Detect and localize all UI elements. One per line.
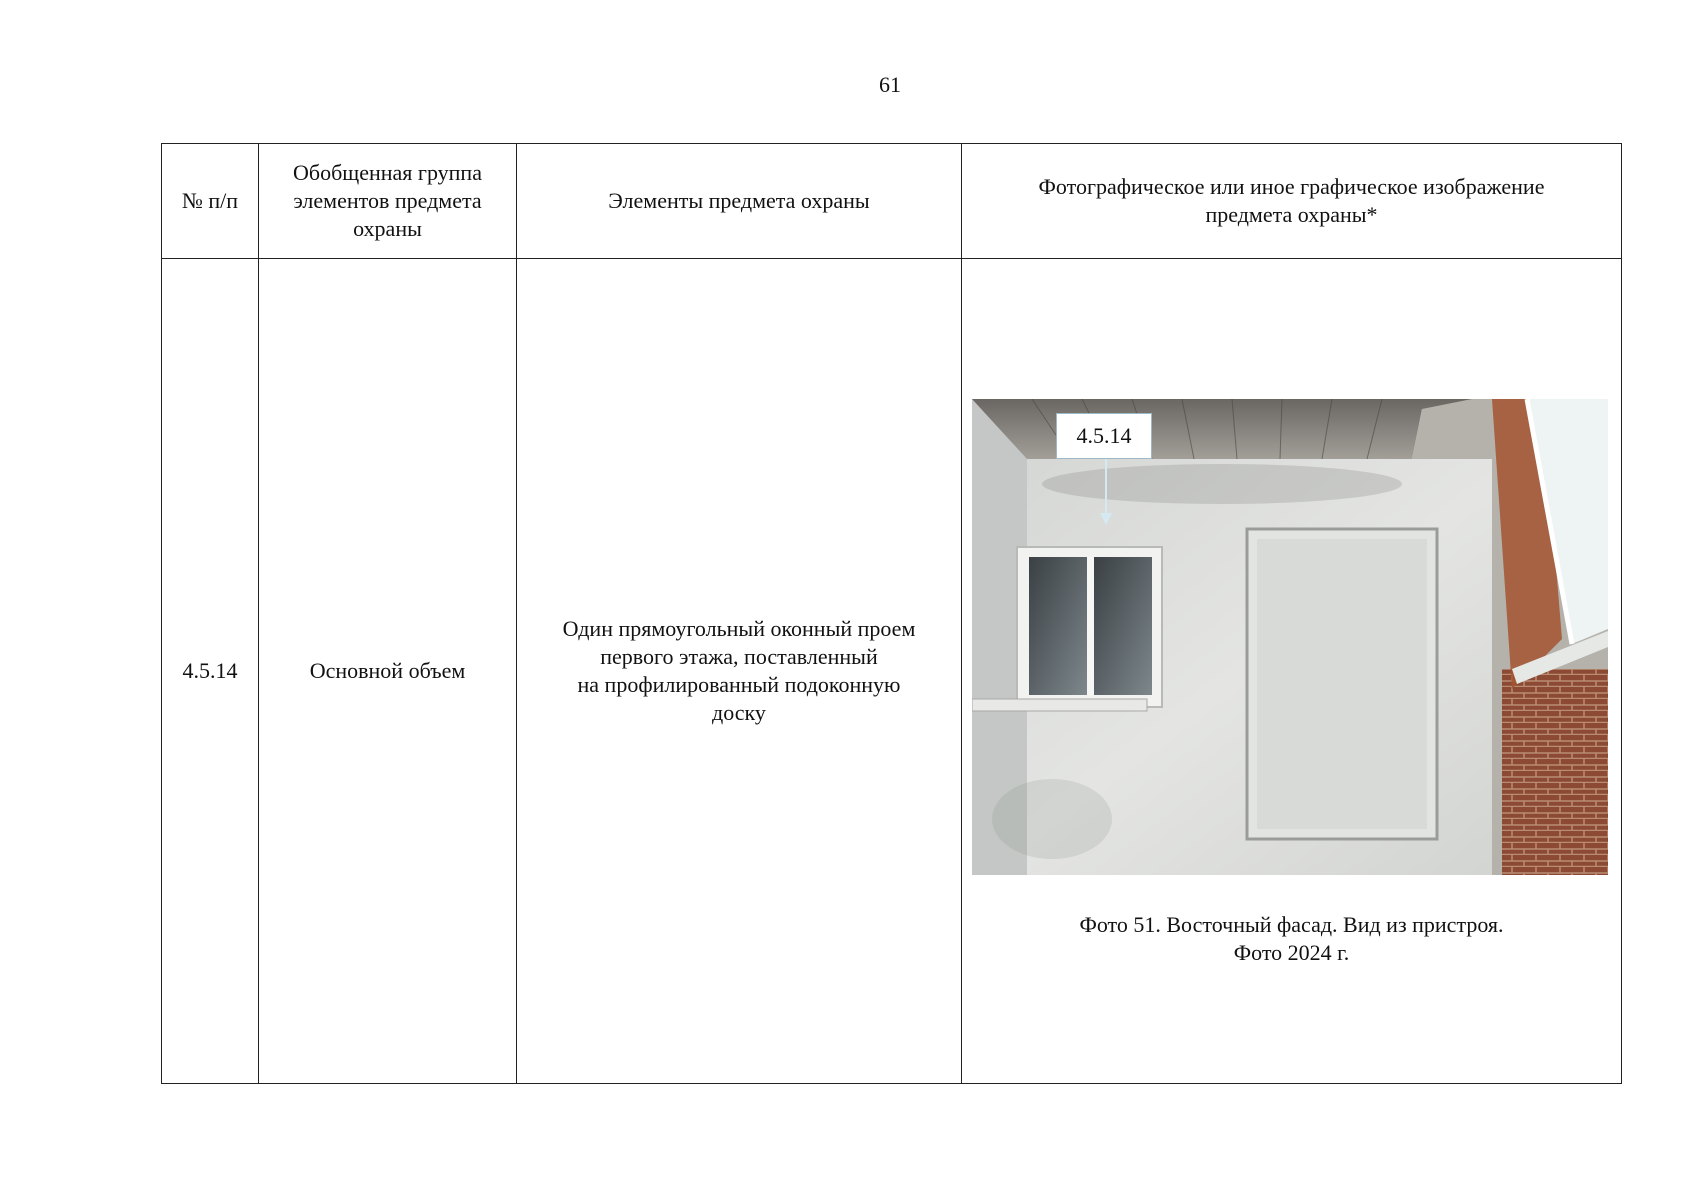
table-header-row <box>162 144 1622 259</box>
photo-callout-label: 4.5.14 <box>1056 413 1152 459</box>
row-group: Основной объем <box>259 259 517 1084</box>
facade-photo <box>972 399 1608 875</box>
header-group: Обобщенная группа элементов предмета охраны <box>259 144 517 259</box>
header-number: № п/п <box>162 144 259 259</box>
row-element-description <box>517 259 962 1084</box>
row-number: 4.5.14 <box>162 259 259 1084</box>
caption-line: Фото 51. Восточный фасад. Вид из пристроя. <box>1079 912 1504 937</box>
description-line: Один прямоугольный оконный проем <box>562 616 916 641</box>
description-line: на профилированный подоконную <box>577 672 901 697</box>
description-line: доску <box>712 700 766 725</box>
description-line: первого этажа, поставленный <box>600 644 878 669</box>
header-elements: Элементы предмета охраны <box>517 144 962 259</box>
page-number: 61 <box>879 72 901 97</box>
table-row <box>162 259 1622 1084</box>
header-image: Фотографическое или иное графическое изображение предмета охраны* <box>962 144 1622 259</box>
protection-table <box>161 143 1622 1084</box>
row-photo-cell <box>962 259 1622 1084</box>
photo-caption <box>962 911 1621 967</box>
caption-line: Фото 2024 г. <box>1233 940 1350 965</box>
